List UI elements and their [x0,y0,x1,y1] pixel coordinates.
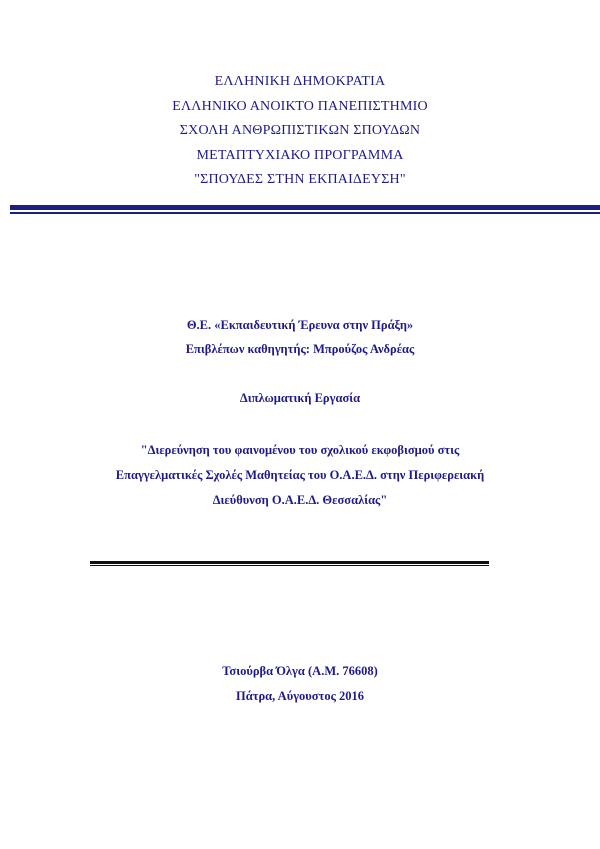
header-school: ΣΧΟΛΗ ΑΝΘΡΩΠΙΣΤΙΚΩΝ ΣΠΟΥΔΩΝ [179,123,421,138]
course-module: Θ.Ε. «Εκπαιδευτική Έρευνα στην Πράξη» [186,318,414,332]
author-name: Τσιούρβα Όλγα (Α.Μ. 76608) [222,664,378,678]
thesis-type-label: Διπλωματική Εργασία [239,391,361,405]
header-country: ΕΛΛΗΝΙΚΗ ΔΗΜΟΚΡΑΤΙΑ [214,74,386,89]
thesis-title [0,438,600,513]
title-divider-thin [90,565,489,566]
thesis-title-line-1: "Διερεύνηση του φαινομένου του σχολικού εκφοβισμού στις [140,443,460,457]
thesis-title-line-3: Διεύθυνση Ο.Α.Ε.Δ. Θεσσαλίας" [212,493,388,507]
header-divider-thin [10,212,600,214]
header-divider-thick [10,205,600,210]
thesis-title-line-2: Επαγγελματικές Σχολές Μαθητείας του Ο.Α.Ε.Δ. στην Περιφερειακή [115,468,485,482]
supervisor-line: Επιβλέπων καθηγητής: Μπρούζος Ανδρέας [185,342,415,356]
title-divider-thick [90,561,489,564]
header-university: ΕΛΛΗΝΙΚΟ ΑΝΟΙΚΤΟ ΠΑΝΕΠΙΣΤΗΜΙΟ [172,98,428,114]
header-program-name: "ΣΠΟΥΔΕΣ ΣΤΗΝ ΕΚΠΑΙΔΕΥΣΗ" [194,172,406,187]
place-and-date: Πάτρα, Αύγουστος 2016 [236,689,364,703]
header-program-type: ΜΕΤΑΠΤΥΧΙΑΚΟ ΠΡΟΓΡΑΜΜΑ [196,147,404,163]
institution-header [0,70,600,193]
